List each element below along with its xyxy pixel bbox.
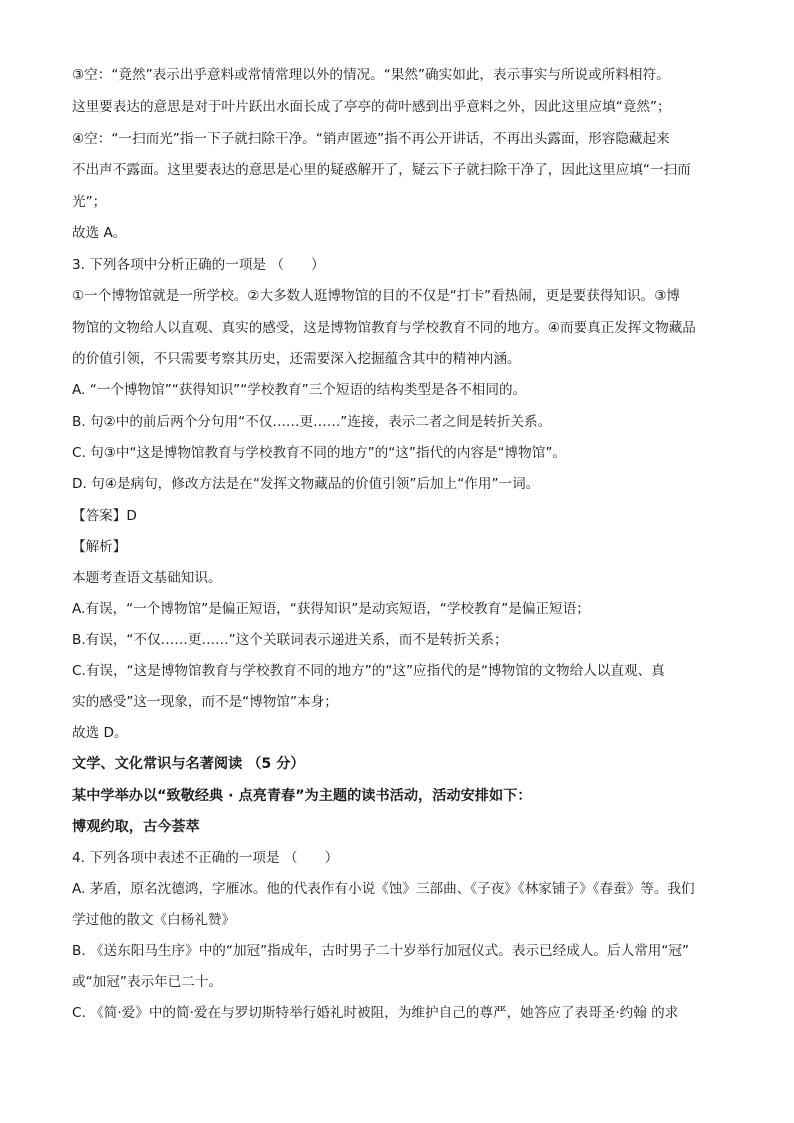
option-c: C. 《简·爱》中的简·爱在与罗切斯特举行婚礼时被阻，为维护自己的尊严，她答应了表哥圣·约翰 的求 <box>72 1005 679 1021</box>
text-line: 实的感受”这一现象，而不是“博物馆”本身； <box>72 694 338 710</box>
text-line: 光”； <box>72 194 107 210</box>
text-line: 不出声不露面。这里要表达的意思是心里的疑惑解开了，疑云下子就扫除干净了，因此这里应填“一扫而 <box>72 162 691 178</box>
text-line: 这里要表达的意思是对于叶片跃出水面长成了亭亭的荷叶感到出乎意料之外，因此这里应填“竟然”； <box>72 99 671 115</box>
text-line: B.有误，“不仅……更……”这个关联词表示递进关系，而不是转折关系； <box>72 632 508 648</box>
text-line: 学过他的散文《白杨礼赞》 <box>72 912 236 928</box>
question-stem: 3. 下列各项中分析正确的一项是 （ ） <box>72 257 325 273</box>
text-line: 故选 A。 <box>72 225 127 241</box>
option-a: A. “一个博物馆”“获得知识”“学校教育”三个短语的结构类型是各不相同的。 <box>72 382 527 398</box>
text-line: ③空：“竟然”表示出乎意料或常情常理以外的情况。“果然”确实如此，表示事实与所说或所料相符。 <box>72 67 670 83</box>
passage-line: 物馆的文物给人以直观、真实的感受，这是博物馆教育与学校教育不同的地方。④而要真正发挥文物藏品 <box>72 320 696 336</box>
text-line: C.有误，“这是博物馆教育与学校教育不同的地方”的“这”应指代的是“博物馆的文物给人以直观、真 <box>72 663 665 679</box>
option-a: A. 茅盾，原名沈德鸿，字雁冰。他的代表作有小说《蚀》三部曲、《子夜》《林家铺子》《春蚕》等。我们 <box>72 881 695 897</box>
analysis-label: 【解析】 <box>72 539 127 555</box>
subsection-heading: 博观约取，古今荟萃 <box>72 819 200 835</box>
text-line: A.有误，“一个博物馆”是偏正短语，“获得知识”是动宾短语，“学校教育”是偏正短语； <box>72 601 590 617</box>
text-line: 故选 D。 <box>72 725 128 741</box>
passage-line: ①一个博物馆就是一所学校。②大多数人逛博物馆的目的不仅是“打卡”看热闹，更是要获得知识。③博 <box>72 288 680 304</box>
option-b: B. 《送东阳马生序》中的“加冠”指成年，古时男子二十岁举行加冠仪式。表示已经成人。后人常用“冠” <box>72 943 690 959</box>
text-line: 本题考查语文基础知识。 <box>72 570 222 586</box>
text-line: 或“加冠”表示年已二十。 <box>72 974 223 990</box>
option-b: B. 句②中的前后两个分句用“不仅……更……”连接，表示二者之间是转折关系。 <box>72 414 552 430</box>
section-heading: 文学、文化常识与名著阅读 （5 分） <box>72 756 305 772</box>
text-line: ④空：“一扫而光”指一下子就扫除干净。“销声匿迹”指不再公开讲话，不再出头露面，形容隐藏起来 <box>72 131 670 147</box>
answer-label: 【答案】D <box>72 508 137 524</box>
option-d: D. 句④是病句，修改方法是在“发挥文物藏品的价值引领”后加上“作用”一词。 <box>72 476 540 492</box>
option-c: C. 句③中“这是博物馆教育与学校教育不同的地方”的“这”指代的内容是“博物馆”。 <box>72 445 566 461</box>
passage-line: 的价值引领，不只需要考察其历史，还需要深入挖掘蕴含其中的精神内涵。 <box>72 351 521 367</box>
question-stem: 4. 下列各项中表述不正确的一项是 （ ） <box>72 850 339 866</box>
activity-intro: 某中学举办以“致敬经典 · 点亮青春”为主题的读书活动，活动安排如下： <box>72 788 532 804</box>
